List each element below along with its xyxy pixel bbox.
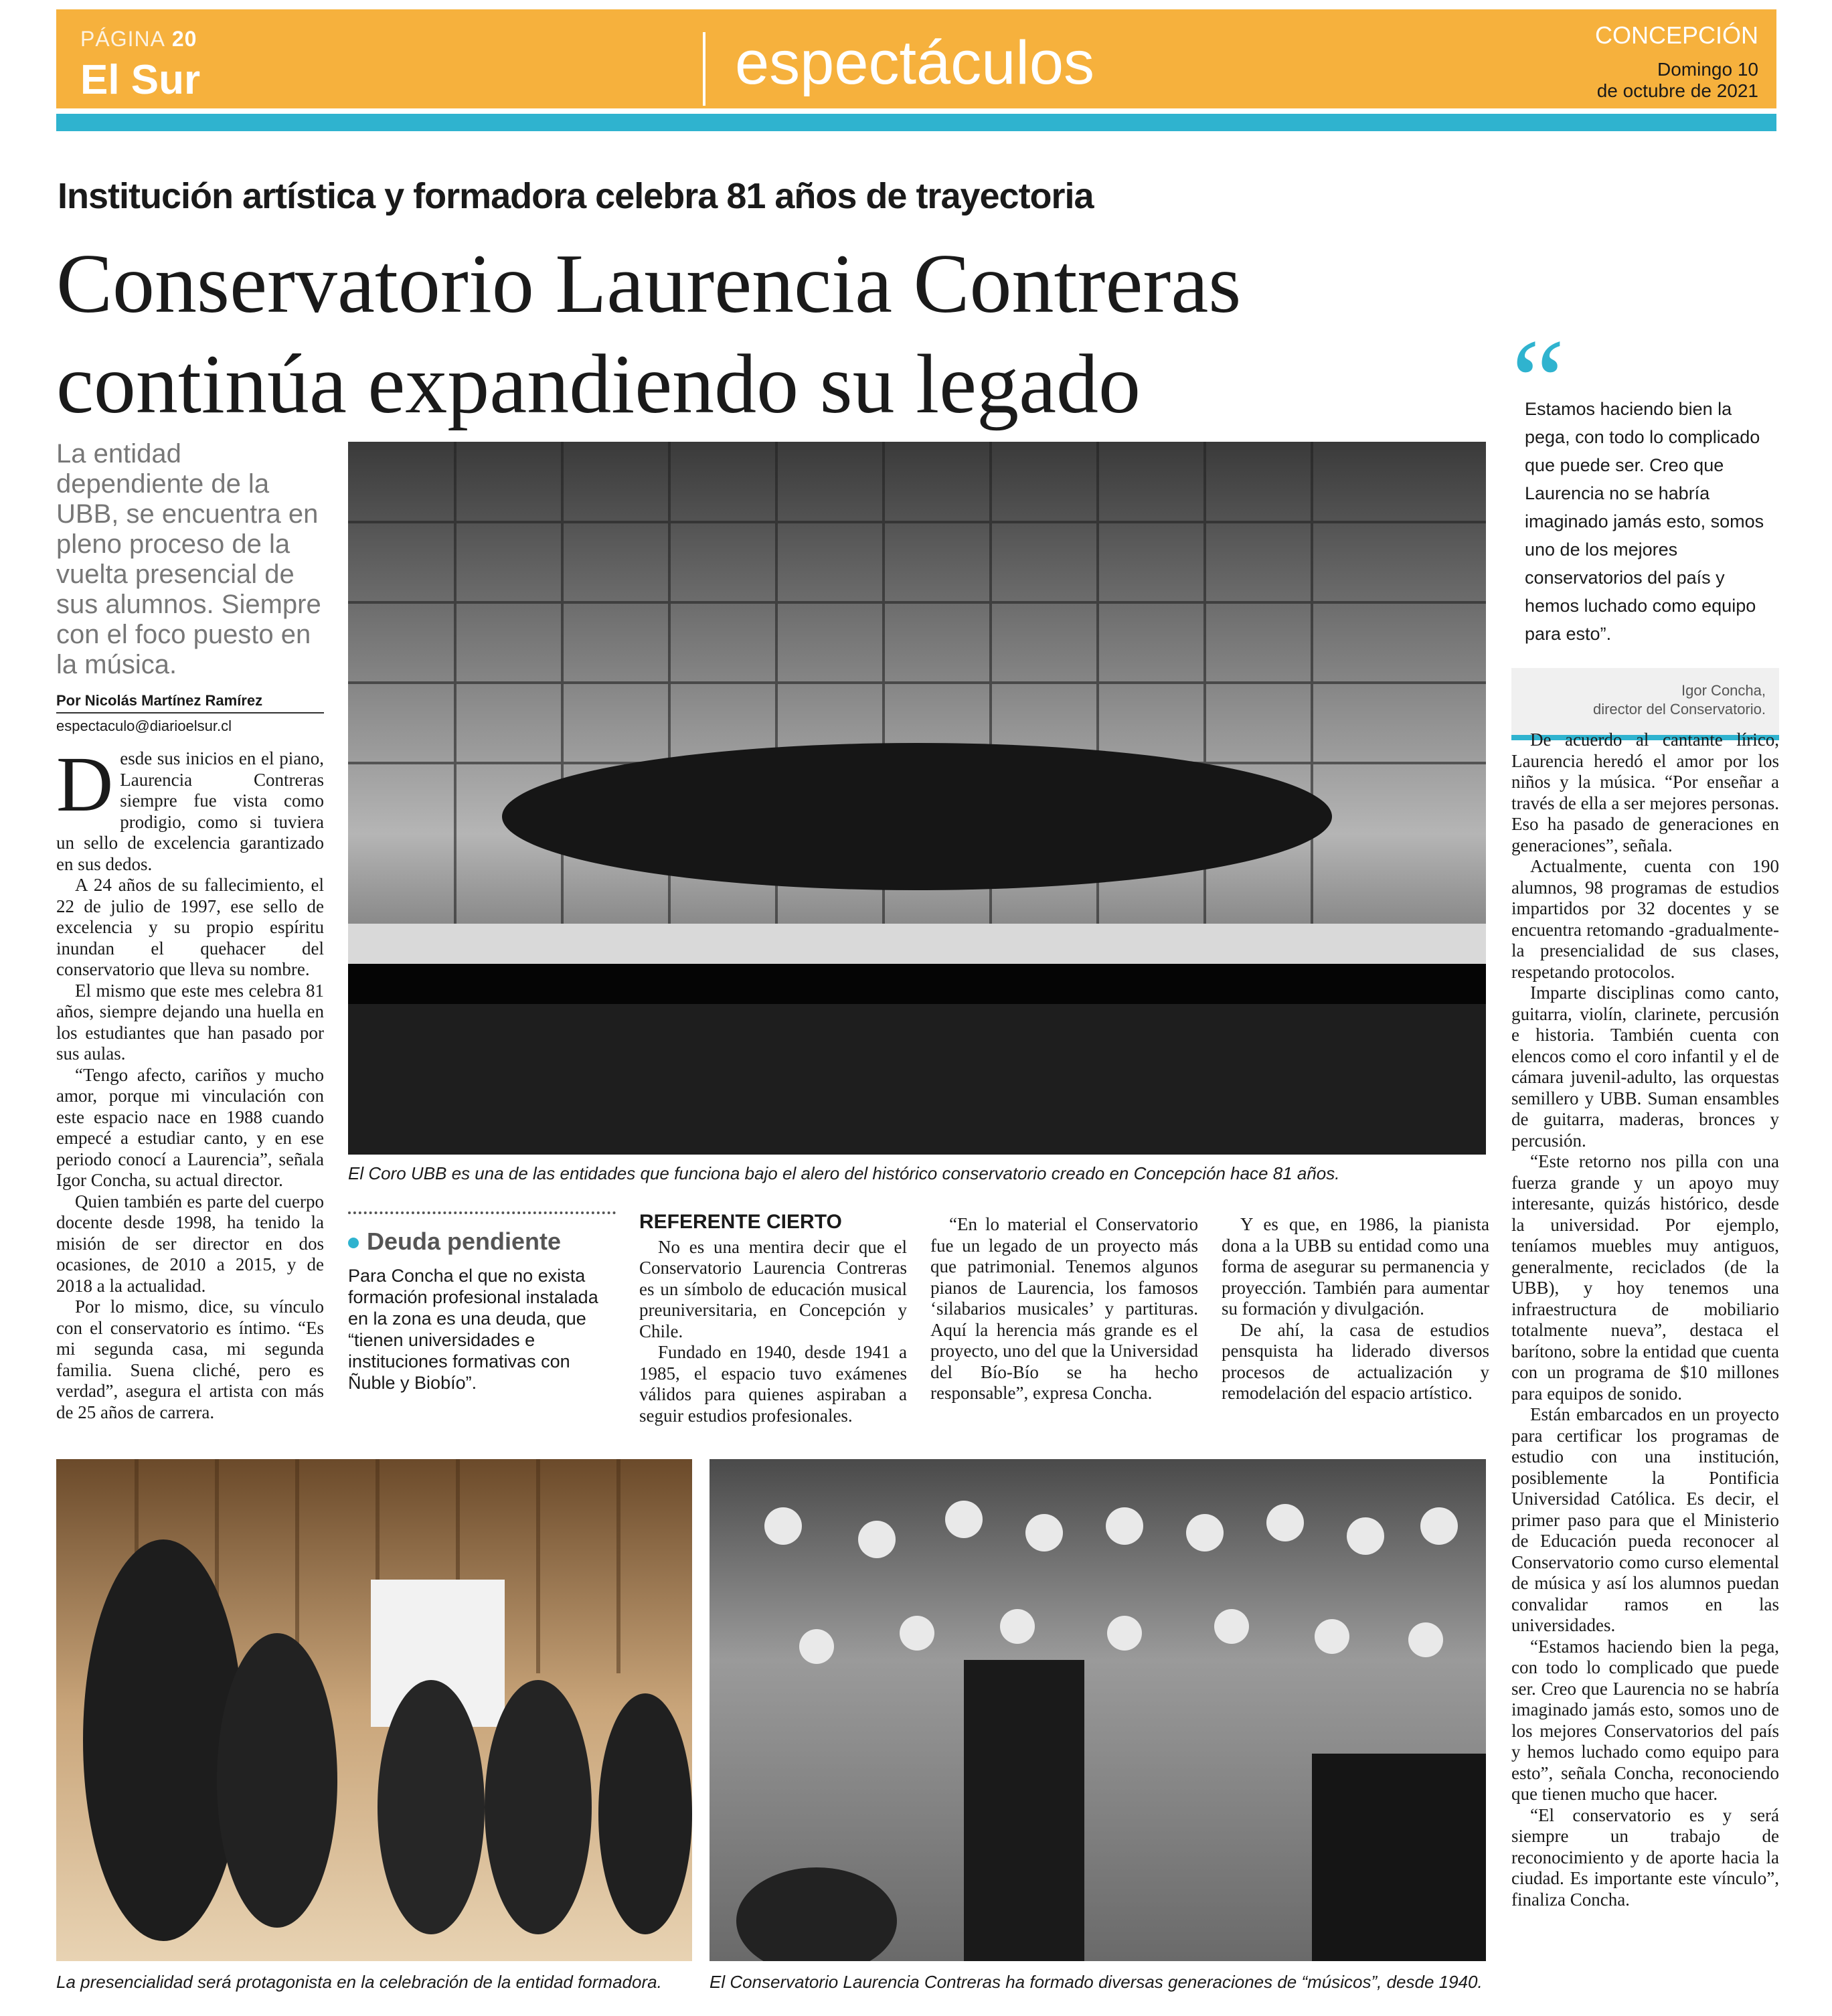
body-column-5: Y es que, en 1986, la pianista dona a la UBB su entidad como una forma de asegurar su permanencia y proyección. También para aumentar su formación y divulgación. De ahí, la casa de estudios pensquista ha liderado diversos procesos de actualización y remodelación del espacio artístico. (1222, 1214, 1489, 1403)
children-photo-caption: El Conservatorio Laurencia Contreras ha formado diversas generaciones de “músicos”, desde 1940. (710, 1972, 1483, 1992)
sidebar-title: Deuda pendiente (348, 1228, 616, 1256)
subhead-referente: REFERENTE CIERTO (639, 1211, 842, 1233)
author-email[interactable]: espectaculo@diarioelsur.cl (56, 718, 232, 734)
photo-children-orchestra (710, 1459, 1486, 1961)
quote-attribution: Igor Concha, director del Conservatorio. (1511, 668, 1779, 740)
body-column-right: De acuerdo al cantante lírico, Laurencia heredó el amor por los niños y la música. “Por enseñar a través de ella a ser mejores personas. Eso ha pasado de generaciones en generaciones”, señala. Actualmente, cuenta con 190 alumnos, 98 programas de estudios impartidos por 32 docentes y se encuentra retomando -gradualmente- la presencialidad de sus clases, respetando protocolos. Imparte disciplinas como canto, guitarra, violín, clarinete, percusión e historia. También cuenta con elencos como el coro infantil y el de cámara juvenil-adulto, las orquestas semillero y UBB. Suman ensambles de guitarra, maderas, bronces y percusión. “Este retorno nos pilla con una fuerza grande y un apoyo muy interesante, quizás histórico, desde la universidad. Por ejemplo, teníamos muebles muy antiguos, generalmente, reciclados (de la UBB), y hoy tenemos una infraestructura de mobiliario totalmente nueva”, destaca el barítono, sobre la entidad que cuenta con un programa de $10 millones para equipos de sonido. Están embarcados en un proyecto para certificar los programas de estudio con una institución, posiblemente la Pontificia Universidad Católica. Es decir, el primer paso para que el Ministerio de Educación pueda reconocer al Conservatorio como curso elemental de música y así los alumnos puedan convalidar ramos en las universidades. “Estamos haciendo bien la pega, con todo lo complicado que puede ser. Creo que Laurencia no se habría imaginado jamás esto, somos uno de los mejores Conservatorios del país y hemos luchado como equipo para esto”, señala Concha, reconociendo que tienen mucho que hacer. “El conservatorio es y será siempre un trabajo de reconocimiento y de aporte hacia la ciudad. Es importante este vínculo”, finaliza Concha. (1511, 730, 1779, 1910)
header-divider (703, 32, 705, 106)
city-label: CONCEPCIÓN (1594, 21, 1758, 49)
page-label: PÁGINA 20 (80, 27, 197, 51)
paper-name: El Sur (80, 57, 201, 103)
pull-quote (1511, 315, 1779, 740)
drop-cap: D (56, 740, 114, 828)
guitar-photo-caption: La presencialidad será protagonista en la celebración de la entidad formadora. (56, 1972, 662, 1992)
main-photo-choir (348, 442, 1486, 1155)
photo-guitar-ensemble (56, 1459, 692, 1961)
quote-text: Estamos haciendo bien la pega, con todo lo complicado que puede ser. Creo que Laurencia no se habría imaginado jamás esto, somos uno de los mejores conservatorios del país y hemos luchado como equipo para esto”. (1525, 399, 1764, 644)
section-title: espectáculos (735, 29, 1094, 97)
byline: Por Nicolás Martínez Ramírez (56, 692, 324, 713)
body-column-3: REFERENTE CIERTO No es una mentira decir que el Conservatorio Laurencia Contreras es un símbolo de educación musical preuniversitaria, en Concepción y Chile. Fundado en 1940, desde 1941 a 1985, el espacio tuvo exámenes válidos para quienes aspiraban a seguir estudios profesionales. (639, 1211, 907, 1426)
quote-mark-icon: “ (1511, 315, 1565, 448)
deck: La entidad dependiente de la UBB, se encuentra en pleno proceso de la vuelta presencial de sus alumnos. Siempre con el foco puesto en la música. (56, 439, 321, 679)
body-column-4: “En lo material el Conservatorio fue un legado de un proyecto más que patrimonial. Tenemos algunos pianos de Laurencia, los famosos ‘silabarios musicales’ y partituras. Aquí la herencia más grande es el proyecto, uno del que la Universidad del Bío-Bío se ha hecho responsable”, expresa Concha. (930, 1214, 1198, 1403)
bullet-icon (348, 1238, 359, 1248)
date-label: Domingo 10 de octubre de 2021 (1596, 59, 1758, 101)
header-accent-line (56, 114, 1776, 131)
headline: Conservatorio Laurencia Contreras continúa expandiendo su legado (56, 238, 1242, 431)
sidebar-rule (348, 1211, 616, 1214)
main-photo-caption: El Coro UBB es una de las entidades que funciona bajo el alero del histórico conservatorio creado en Concepción hace 81 años. (348, 1163, 1340, 1183)
sidebar-deuda-pendiente (348, 1211, 616, 1394)
kicker: Institución artística y formadora celebra 81 años de trayectoria (58, 176, 1094, 216)
body-column-1: Desde sus inicios en el piano, Laurencia Contreras siempre fue vista como prodigio, como si tuviera un sello de excelencia garantizado en sus dedos. A 24 años de su fallecimiento, el 22 de julio de 1997, ese sello de excelencia y su propio espíritu inundan el quehacer del conservatorio que lleva su nombre. El mismo que este mes celebra 81 años, siempre dejando una huella en los estudiantes que han pasado por sus aulas. “Tengo afecto, cariños y mucho amor, porque mi vinculación con este espacio nace en 1988 cuando empecé a estudiar canto, y en ese periodo conocí a Laurencia”, señala Igor Concha, su actual director. Quien también es parte del cuerpo docente desde 1998, ha tenido la misión de ser director en dos ocasiones, de 2010 a 2015, y de 2018 a la actualidad. Por lo mismo, dice, su vínculo con el conservatorio es íntimo. “Es mi segunda casa, mi segunda familia. Suena cliché, pero es verdad”, asegura el artista con más de 25 años de carrera. (56, 740, 324, 1422)
sidebar-body: Para Concha el que no exista formación profesional instalada en la zona es una deuda, que “tienen universidades e instituciones formativas con Ñuble y Biobío”. (348, 1266, 598, 1393)
page-number: 20 (171, 27, 197, 51)
